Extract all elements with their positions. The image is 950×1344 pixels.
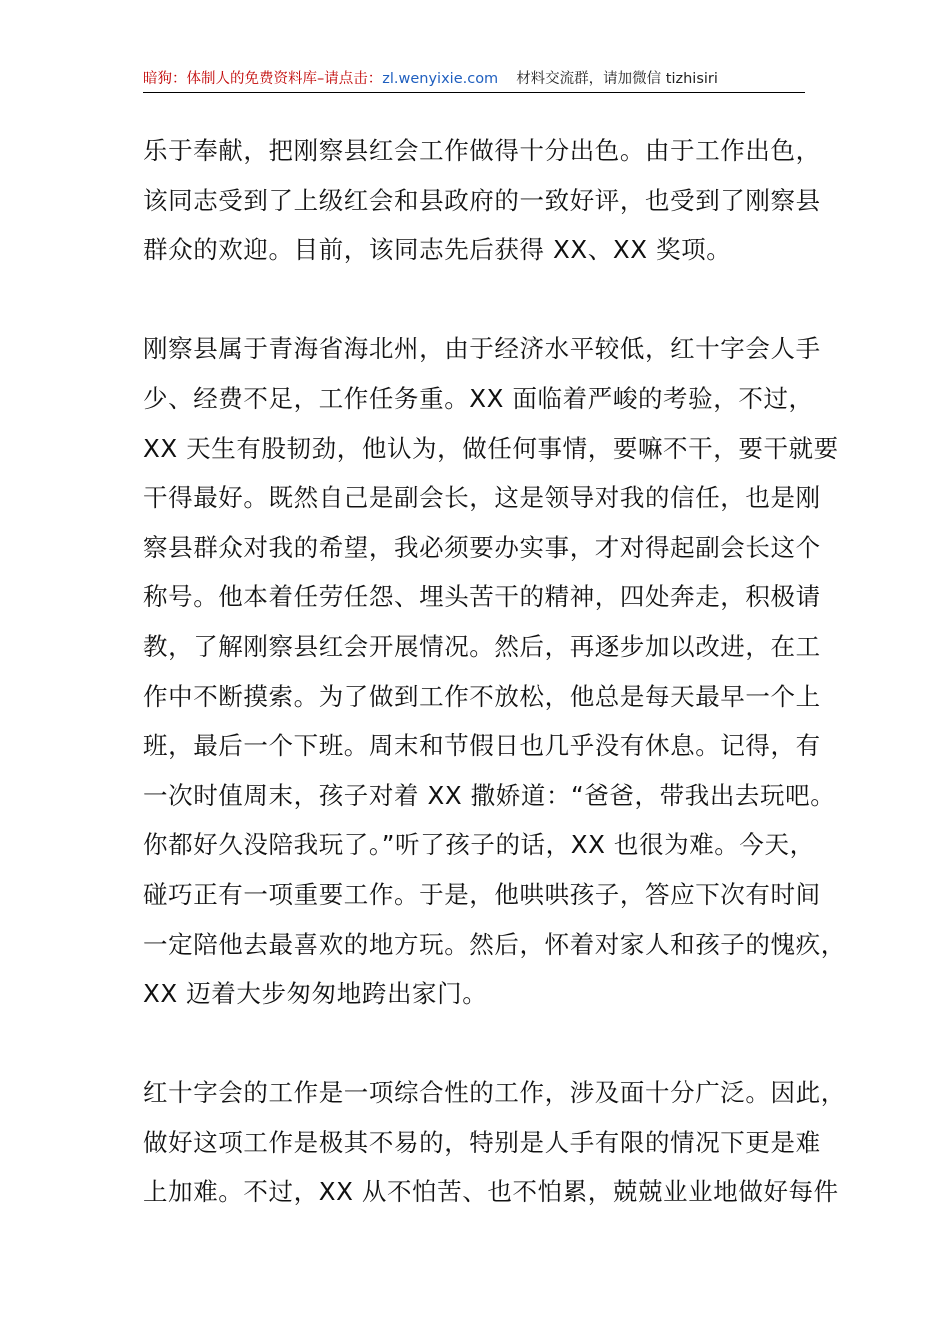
text-line: 群众的欢迎。目前，该同志先后获得 XX、XX 奖项。 <box>143 235 732 265</box>
paragraph-spacer <box>143 275 823 325</box>
text-line: XX 天生有股韧劲，他认为，做任何事情，要嘛不干，要干就要 <box>143 433 839 463</box>
paragraph <box>143 126 823 275</box>
header-brand: 暗狗：体制人的免费资料库 <box>143 71 317 87</box>
text-line: 干得最好。既然自己是副会长，这是领导对我的信任，也是刚 <box>143 483 821 513</box>
text-line: 你都好久没陪我玩了。”听了孩子的话，XX 也很为难。今天， <box>143 830 815 860</box>
text-line: 教，了解刚察县红会开展情况。然后，再逐步加以改进，在工 <box>143 631 821 661</box>
text-line: 做好这项工作是极其不易的，特别是人手有限的情况下更是难 <box>143 1127 821 1157</box>
paragraph-spacer <box>143 1019 823 1069</box>
text-line: 一次时值周末，孩子对着 XX 撒娇道：“爸爸，带我出去玩吧。 <box>143 780 836 810</box>
text-line: 乐于奉献，把刚察县红会工作做得十分出色。由于工作出色， <box>143 136 821 165</box>
text-line: 察县群众对我的希望，我必须要办实事，才对得起副会长这个 <box>143 532 821 562</box>
text-line: 称号。他本着任劳任怨、埋头苦干的精神，四处奔走，积极请 <box>143 582 821 612</box>
header-prompt: –请点击： <box>317 71 383 87</box>
text-line: 红十字会的工作是一项综合性的工作，涉及面十分广泛。因此， <box>143 1078 846 1108</box>
text-line: 班，最后一个下班。周末和节假日也几乎没有休息。记得，有 <box>143 731 821 761</box>
text-line: XX 迈着大步匆匆地跨出家门。 <box>143 979 488 1009</box>
text-line: 一定陪他去最喜欢的地方玩。然后，怀着对家人和孩子的愧疚， <box>143 929 846 959</box>
header-link[interactable]: zl.wenyixie.com <box>382 71 499 87</box>
header-contact: 材料交流群，请加微信 tizhisiri <box>516 71 718 87</box>
paragraph <box>143 1068 846 1217</box>
paragraph <box>143 324 846 1018</box>
text-line: 上加难。不过，XX 从不怕苦、也不怕累，兢兢业业地做好每件 <box>143 1177 839 1207</box>
text-line: 作中不断摸索。为了做到工作不放松，他总是每天最早一个上 <box>143 681 821 711</box>
text-line: 刚察县属于青海省海北州，由于经济水平较低，红十字会人手 <box>143 334 821 364</box>
text-line: 少、经费不足，工作任务重。XX 面临着严峻的考验，不过， <box>143 383 814 413</box>
page-header <box>143 66 805 93</box>
text-line: 该同志受到了上级红会和县政府的一致好评，也受到了刚察县 <box>143 185 821 215</box>
text-line: 碰巧正有一项重要工作。于是，他哄哄孩子，答应下次有时间 <box>143 879 821 909</box>
document-body <box>143 126 846 1217</box>
